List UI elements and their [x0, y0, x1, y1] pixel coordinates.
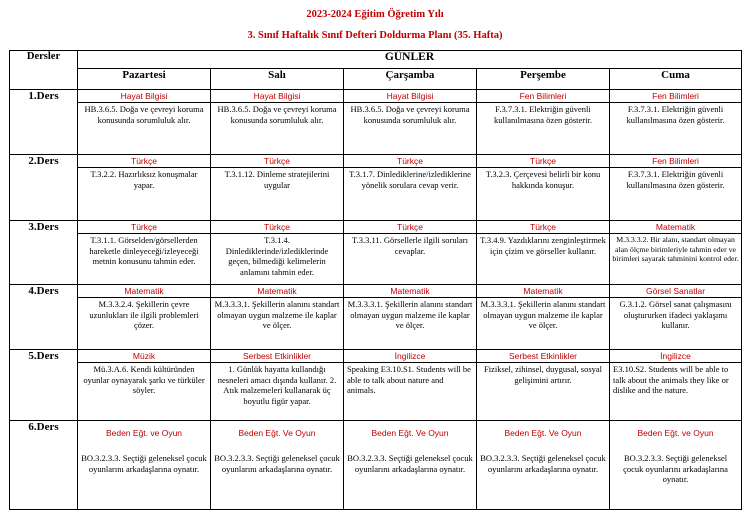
- lesson-cell: [211, 221, 344, 285]
- outcome-text: T.3.1.12. Dinleme stratejilerini uygular: [224, 169, 330, 190]
- outcome-text: T.3.1.4. Dinlediklerinde/izlediklerinde geçen, bilmediği kelimelerin anlamını tahmin eder.: [225, 235, 329, 277]
- header-gunler: GÜNLER: [78, 51, 742, 69]
- lesson-cell: [477, 285, 610, 350]
- lesson-cell: [610, 90, 742, 155]
- lesson-cell: [211, 421, 344, 510]
- outcome-text: BO.3.2.3.3. Seçtiği geleneksel çocuk oyunlarını arkadaşlarına oynatır.: [480, 453, 606, 474]
- lesson-cell: [211, 285, 344, 350]
- lesson-cell: [477, 90, 610, 155]
- lesson-cell: [477, 155, 610, 221]
- outcome-text: Fiziksel, zihinsel, duygusal, sosyal gelişimini artırır.: [483, 364, 603, 385]
- outcome-text: M.3.3.2.4. Şekillerin çevre uzunlukları ile ilgili problemleri çözer.: [89, 299, 199, 330]
- outcome-text: BO.3.2.3.3. Seçtiği geleneksel çocuk oyunlarını arkadaşlarına oynatır.: [623, 453, 728, 484]
- lesson-cell: [78, 350, 211, 421]
- lesson-cell: [344, 221, 477, 285]
- outcome-text: HB.3.6.5. Doğa ve çevreyi koruma konusunda sorumluluk alır.: [217, 104, 337, 125]
- lesson-cell: [610, 155, 742, 221]
- outcome-text: 1. Günlük hayatta kullandığı nesneleri amacı dışında kullanır. 2. Atık malzemeleri kullanarak üç boyutlu figür yapar.: [217, 364, 337, 406]
- outcome-text: T.3.1.7. Dinlediklerine/izlediklerine yönelik sorulara cevap verir.: [349, 169, 471, 190]
- subject-label: Türkçe: [78, 155, 210, 168]
- outcome-text: T.3.1.1. Görselden/görsellerden hareketle dinleyeceği/izleyeceği metnin konusunu tahmin eder.: [89, 235, 199, 266]
- lesson-cell: [344, 421, 477, 510]
- lesson-cell: [344, 155, 477, 221]
- lesson-label: 1.Ders: [10, 90, 78, 155]
- subject-label: Türkçe: [78, 221, 210, 234]
- subject-label: Matematik: [211, 285, 343, 298]
- outcome-text: T.3.2.2. Hazırlıksız konuşmalar yapar.: [90, 169, 198, 190]
- subject-label: Hayat Bilgisi: [78, 90, 210, 103]
- subject-label: Türkçe: [344, 221, 476, 234]
- day-header-tuesday: Salı: [211, 69, 344, 90]
- subject-label: Türkçe: [211, 221, 343, 234]
- lesson-row-1: [10, 90, 742, 155]
- lesson-cell: [344, 350, 477, 421]
- outcome-text: F.3.7.3.1. Elektriğin güvenli kullanılmasına özen gösterir.: [494, 104, 592, 125]
- lesson-cell: [78, 90, 211, 155]
- outcome-text: M.3.3.3.2. Bir alanı, standart olmayan alan ölçme birimleriyle tahmin eder ve birimleri sayarak tahminini kontrol eder.: [612, 235, 739, 264]
- subject-label: Serbest Etkinlikler: [477, 350, 609, 363]
- outcome-text: M.3.3.3.1. Şekillerin alanını standart olmayan uygun malzeme ile kaplar ve ölçer.: [214, 299, 340, 330]
- lesson-row-5: [10, 350, 742, 421]
- subject-label: Beden Eğt. Ve Oyun: [371, 428, 449, 438]
- subject-label: Hayat Bilgisi: [211, 90, 343, 103]
- outcome-text: G.3.1.2. Görsel sanat çalışmasını oluştururken ifadeci yaklaşımı kullanır.: [619, 299, 732, 330]
- subject-label: Fen Bilimleri: [477, 90, 609, 103]
- subject-label: Fen Bilimleri: [610, 155, 741, 168]
- outcome-text: F.3.7.3.1. Elektriğin güvenli kullanılmasına özen gösterir.: [626, 169, 725, 190]
- lesson-label: 2.Ders: [10, 155, 78, 221]
- subject-label: Beden Eğt. ve Oyun: [637, 428, 714, 438]
- header-dersler: Dersler: [10, 51, 78, 90]
- lesson-cell: [211, 155, 344, 221]
- subject-label: Serbest Etkinlikler: [211, 350, 343, 363]
- lesson-cell: [610, 221, 742, 285]
- subject-label: Müzik: [78, 350, 210, 363]
- subject-label: Beden Eğt. Ve Oyun: [504, 428, 582, 438]
- lesson-label: 3.Ders: [10, 221, 78, 285]
- outcome-text: Mü.3.A.6. Kendi kültüründen oyunlar oynayarak şarkı ve türküler söyler.: [83, 364, 205, 395]
- day-header-monday: Pazartesi: [78, 69, 211, 90]
- day-header-thursday: Perşembe: [477, 69, 610, 90]
- outcome-text: T.3.4.9. Yazdıklarını zenginleştirmek için çizim ve görseller kullanır.: [480, 235, 606, 256]
- lesson-cell: [610, 350, 742, 421]
- lesson-cell: [78, 285, 211, 350]
- subject-label: Beden Eğt. ve Oyun: [105, 428, 183, 438]
- outcome-text: Speaking E3.10.S1. Students will be able to talk about nature and animals.: [347, 364, 471, 395]
- lesson-row-6: [10, 421, 742, 510]
- subject-label: Fen Bilimleri: [610, 90, 741, 103]
- lesson-cell: [344, 90, 477, 155]
- outcome-text: HB.3.6.5. Doğa ve çevreyi koruma konusunda sorumluluk alır.: [84, 104, 204, 125]
- lesson-cell: [610, 421, 742, 510]
- day-header-friday: Cuma: [610, 69, 742, 90]
- document-title-plan: 3. Sınıf Haftalık Sınıf Defteri Doldurma Planı (35. Hafta): [247, 30, 503, 41]
- outcome-text: M.3.3.3.1. Şekillerin alanını standart olmayan uygun malzeme ile kaplar ve ölçer.: [347, 299, 473, 330]
- outcome-text: T.3.3.11. Görsellerle ilgili soruları cevaplar.: [352, 235, 468, 256]
- outcome-text: BO.3.2.3.3. Seçtiği geleneksel çocuk oyunlarını arkadaşlarına oynatır.: [214, 453, 340, 474]
- lesson-cell: [477, 221, 610, 285]
- outcome-text: BO.3.2.3.3. Seçtiği geleneksel çocuk oyunlarını arkadaşlarına oynatır.: [81, 453, 207, 474]
- subject-label: Matematik: [610, 221, 741, 234]
- subject-label: Matematik: [344, 285, 476, 298]
- outcome-text: BO.3.2.3.3. Seçtiği geleneksel çocuk oyunlarını arkadaşlarına oynatır.: [347, 453, 473, 474]
- outcome-text: F.3.7.3.1. Elektriğin güvenli kullanılmasına özen gösterir.: [626, 104, 725, 125]
- outcome-text: M.3.3.3.1. Şekillerin alanını standart olmayan uygun malzeme ile kaplar ve ölçer.: [480, 299, 606, 330]
- lesson-cell: [211, 350, 344, 421]
- lesson-row-2: [10, 155, 742, 221]
- lesson-label: 6.Ders: [10, 421, 78, 510]
- subject-label: Matematik: [477, 285, 609, 298]
- subject-label: Türkçe: [344, 155, 476, 168]
- lesson-cell: [78, 421, 211, 510]
- lesson-label: 4.Ders: [10, 285, 78, 350]
- day-header-wednesday: Çarşamba: [344, 69, 477, 90]
- subject-label: Türkçe: [477, 221, 609, 234]
- subject-label: Türkçe: [477, 155, 609, 168]
- outcome-text: HB.3.6.5. Doğa ve çevreyi koruma konusunda sorumluluk alır.: [350, 104, 470, 125]
- lesson-cell: [78, 155, 211, 221]
- subject-label: Matematik: [78, 285, 210, 298]
- subject-label: İngilizce: [610, 350, 741, 363]
- lesson-cell: [344, 285, 477, 350]
- document-title-year: 2023-2024 Eğitim Öğretim Yılı: [306, 9, 444, 20]
- weekly-plan-table: [9, 50, 742, 510]
- lesson-label: 5.Ders: [10, 350, 78, 421]
- lesson-row-4: [10, 285, 742, 350]
- subject-label: Hayat Bilgisi: [344, 90, 476, 103]
- lesson-cell: [477, 350, 610, 421]
- outcome-text: E3.10.S2. Students will be able to talk about the animals they like or dislike and the nature.: [613, 364, 729, 395]
- lesson-cell: [610, 285, 742, 350]
- lesson-cell: [477, 421, 610, 510]
- subject-label: İngilizce: [344, 350, 476, 363]
- subject-label: Görsel Sanatlar: [610, 285, 741, 298]
- lesson-cell: [78, 221, 211, 285]
- outcome-text: T.3.2.3. Çerçevesi belirli bir konu hakkında konuşur.: [485, 169, 601, 190]
- subject-label: Türkçe: [211, 155, 343, 168]
- lesson-cell: [211, 90, 344, 155]
- subject-label: Beden Eğt. Ve Oyun: [238, 428, 316, 438]
- lesson-row-3: [10, 221, 742, 285]
